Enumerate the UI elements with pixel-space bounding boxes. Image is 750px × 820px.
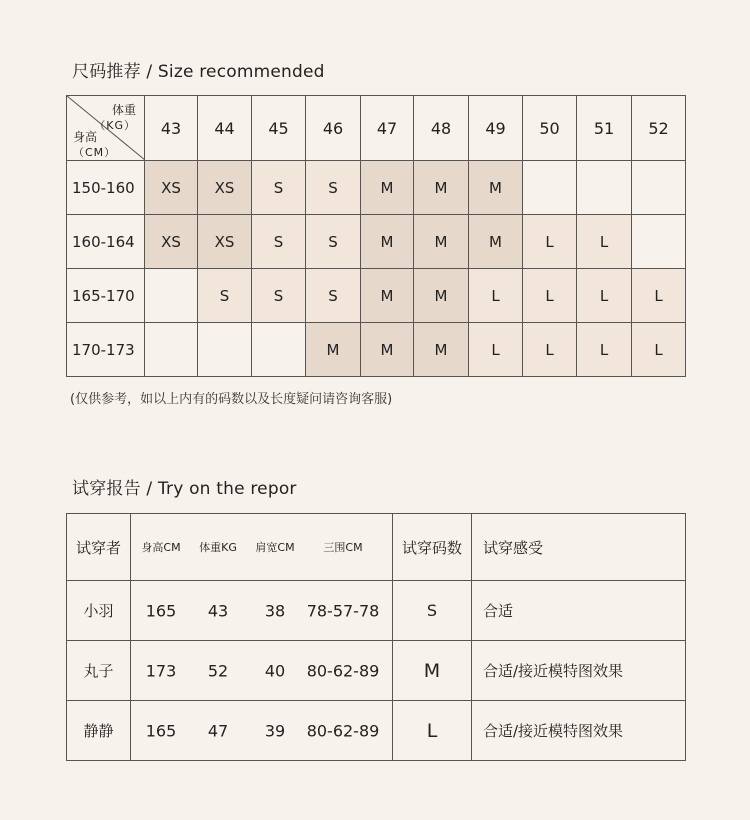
shoulder-header: 肩宽CM bbox=[255, 541, 295, 554]
size-cell: XS bbox=[198, 215, 252, 269]
size-cell: S bbox=[198, 269, 252, 323]
size-cell: S bbox=[306, 215, 361, 269]
measurements-header bbox=[131, 514, 393, 581]
tester-shoulder: 38 bbox=[264, 601, 286, 620]
weight-header: 45 bbox=[252, 96, 306, 161]
size-cell: XS bbox=[198, 161, 252, 215]
size-cell: L bbox=[523, 215, 577, 269]
size-cell: L bbox=[577, 215, 632, 269]
height-range: 165-170 bbox=[67, 269, 145, 323]
weight-header: 49 bbox=[469, 96, 523, 161]
size-row bbox=[67, 323, 686, 377]
size-cell bbox=[577, 161, 632, 215]
height-header: 身高CM bbox=[141, 541, 181, 554]
size-cell: L bbox=[632, 323, 686, 377]
measurements bbox=[131, 641, 393, 701]
size-cell: L bbox=[577, 269, 632, 323]
tryon-section-title: 试穿报告 / Try on the repor bbox=[72, 479, 297, 499]
weight-header: 体重KG bbox=[199, 541, 237, 554]
weight-header: 48 bbox=[414, 96, 469, 161]
size-cell: S bbox=[252, 161, 306, 215]
tester-shoulder: 40 bbox=[264, 661, 286, 680]
tester-name: 小羽 bbox=[67, 581, 131, 641]
tester-name: 静静 bbox=[67, 701, 131, 761]
size-cell: M bbox=[414, 323, 469, 377]
size-cell: M bbox=[361, 323, 414, 377]
height-unit: （CM） bbox=[73, 146, 117, 159]
size-cell: S bbox=[252, 215, 306, 269]
tester-size-value: L bbox=[426, 719, 438, 742]
tester-size bbox=[393, 701, 472, 761]
tryon-table bbox=[66, 513, 686, 761]
tester-bust: 80-62-89 bbox=[306, 661, 380, 680]
tester-size bbox=[393, 581, 472, 641]
weight-header: 46 bbox=[306, 96, 361, 161]
weight-header: 44 bbox=[198, 96, 252, 161]
size-header: 试穿码数 bbox=[393, 514, 472, 581]
tester-weight: 47 bbox=[207, 721, 229, 740]
tester-size-value: S bbox=[426, 601, 438, 620]
weight-unit: （KG） bbox=[94, 119, 136, 132]
size-cell: XS bbox=[145, 215, 198, 269]
size-cell: M bbox=[361, 215, 414, 269]
weight-header: 47 bbox=[361, 96, 414, 161]
size-cell: M bbox=[469, 161, 523, 215]
size-cell: L bbox=[523, 269, 577, 323]
size-cell bbox=[252, 323, 306, 377]
tester-feeling: 合适 bbox=[472, 581, 686, 641]
height-range: 150-160 bbox=[67, 161, 145, 215]
size-cell: M bbox=[306, 323, 361, 377]
size-cell bbox=[632, 215, 686, 269]
size-cell bbox=[198, 323, 252, 377]
corner-cell bbox=[67, 96, 145, 161]
size-cell: L bbox=[469, 323, 523, 377]
measurements bbox=[131, 581, 393, 641]
tester-feeling: 合适/接近模特图效果 bbox=[472, 641, 686, 701]
tester-bust: 80-62-89 bbox=[306, 721, 380, 740]
size-cell bbox=[523, 161, 577, 215]
size-cell: M bbox=[414, 161, 469, 215]
tester-name: 丸子 bbox=[67, 641, 131, 701]
size-note: (仅供参考，如以上内有的码数以及长度疑问请咨询客服) bbox=[70, 392, 393, 407]
tryon-row bbox=[67, 581, 686, 641]
size-table bbox=[66, 95, 686, 377]
tester-weight: 52 bbox=[207, 661, 229, 680]
size-cell: M bbox=[414, 215, 469, 269]
weight-label: 体重 bbox=[111, 103, 136, 117]
weight-header: 51 bbox=[577, 96, 632, 161]
size-cell: M bbox=[414, 269, 469, 323]
feeling-header: 试穿感受 bbox=[472, 514, 686, 581]
tester-feeling: 合适/接近模特图效果 bbox=[472, 701, 686, 761]
size-cell bbox=[632, 161, 686, 215]
size-cell: L bbox=[577, 323, 632, 377]
tester-height: 165 bbox=[145, 601, 177, 620]
tryon-header-row bbox=[67, 514, 686, 581]
weight-header: 43 bbox=[145, 96, 198, 161]
size-row bbox=[67, 161, 686, 215]
tester-weight: 43 bbox=[207, 601, 229, 620]
size-cell bbox=[145, 323, 198, 377]
size-row bbox=[67, 215, 686, 269]
tester-bust: 78-57-78 bbox=[306, 601, 380, 620]
size-cell: M bbox=[361, 269, 414, 323]
tester-header: 试穿者 bbox=[67, 514, 131, 581]
height-range: 160-164 bbox=[67, 215, 145, 269]
height-range: 170-173 bbox=[67, 323, 145, 377]
size-cell: S bbox=[252, 269, 306, 323]
weight-header: 50 bbox=[523, 96, 577, 161]
size-cell: M bbox=[469, 215, 523, 269]
size-cell: XS bbox=[145, 161, 198, 215]
size-section-title: 尺码推荐 / Size recommended bbox=[72, 62, 325, 82]
size-cell bbox=[145, 269, 198, 323]
tester-height: 173 bbox=[145, 661, 177, 680]
tester-size bbox=[393, 641, 472, 701]
tester-size-value: M bbox=[423, 659, 441, 682]
size-row bbox=[67, 269, 686, 323]
tester-height: 165 bbox=[145, 721, 177, 740]
size-cell: L bbox=[523, 323, 577, 377]
weight-header: 52 bbox=[632, 96, 686, 161]
size-cell: S bbox=[306, 269, 361, 323]
size-cell: L bbox=[469, 269, 523, 323]
size-cell: M bbox=[361, 161, 414, 215]
tryon-row bbox=[67, 641, 686, 701]
bust-header: 三围CM bbox=[323, 541, 363, 554]
measurements bbox=[131, 701, 393, 761]
tryon-row bbox=[67, 701, 686, 761]
tester-shoulder: 39 bbox=[264, 721, 286, 740]
size-cell: L bbox=[632, 269, 686, 323]
height-label: 身高 bbox=[73, 130, 98, 144]
size-cell: S bbox=[306, 161, 361, 215]
size-header-row bbox=[67, 96, 686, 161]
